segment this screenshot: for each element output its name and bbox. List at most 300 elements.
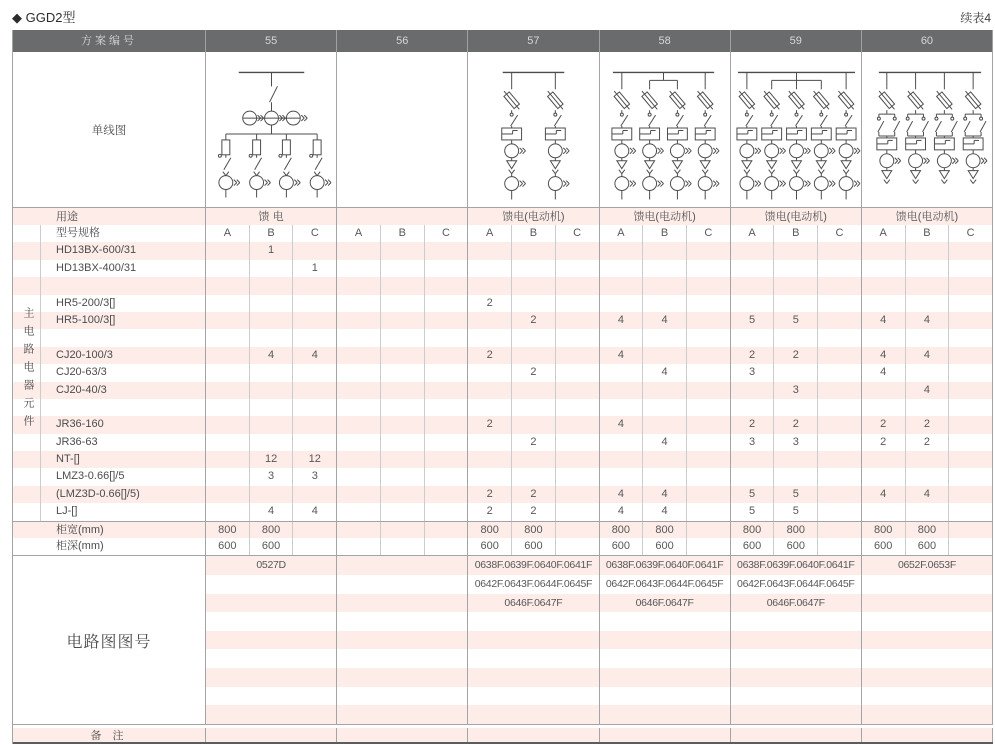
- diagram-svg-55: [206, 52, 336, 207]
- data-cell-60C: [949, 364, 992, 381]
- data-cell-59C: [818, 538, 861, 555]
- single-line-diagram-58: [600, 52, 731, 207]
- data-cell-59B: 2: [774, 416, 818, 433]
- usage-cell-56: [337, 208, 468, 225]
- data-cell-57C: [556, 382, 599, 399]
- cabinet-scheme-57: [468, 522, 599, 538]
- data-cell-55B: 1: [250, 242, 294, 259]
- data-cell-55B: 12: [250, 451, 294, 468]
- diagram-row-label: 单线图: [13, 52, 206, 207]
- circuit-code-cell-60: [862, 612, 993, 631]
- row-label-component: LJ-[]: [41, 503, 206, 520]
- data-cell-58C: [687, 277, 730, 294]
- data-cell-60B: [906, 329, 950, 346]
- data-cell-59C: [818, 486, 861, 503]
- cabinet-scheme-56: [337, 522, 468, 538]
- data-cell-59C: [818, 382, 861, 399]
- component-scheme-55: [206, 468, 337, 485]
- data-cell-57A: [468, 329, 512, 346]
- circuit-code-cell-60: [862, 687, 993, 706]
- data-cell-60B: [906, 260, 950, 277]
- data-cell-60A: [862, 451, 906, 468]
- header-scheme-59: 59: [731, 30, 862, 52]
- component-scheme-57: [468, 451, 599, 468]
- data-cell-57A: [468, 312, 512, 329]
- diagram-svg-59: [731, 52, 861, 207]
- component-row: [13, 399, 993, 416]
- circuit-code-cell-55: [206, 575, 337, 594]
- circuit-code-cell-55: 0527D: [206, 556, 337, 575]
- subcol-header-C: C: [966, 227, 975, 239]
- data-cell-59A: [731, 329, 775, 346]
- component-scheme-55: [206, 277, 337, 294]
- data-cell-59C: [818, 468, 861, 485]
- data-cell-59B: 3: [774, 434, 818, 451]
- subcol-header-C: C: [704, 227, 713, 239]
- data-cell-55A: [206, 503, 250, 520]
- data-cell-59A: [731, 451, 775, 468]
- data-cell-60C: [949, 503, 992, 520]
- component-scheme-60: [862, 468, 993, 485]
- component-scheme-55: [206, 347, 337, 364]
- circuit-code-row: [206, 575, 993, 594]
- data-cell-56C: [425, 416, 468, 433]
- data-cell-55C: [293, 522, 336, 538]
- data-cell-58A: [600, 382, 644, 399]
- subcol-group-55: [206, 225, 337, 242]
- side-spacer: [13, 225, 41, 242]
- data-cell-60B: [906, 295, 950, 312]
- row-label-component: HD13BX-400/31: [41, 260, 206, 277]
- circuit-code-row: [206, 594, 993, 613]
- component-scheme-57: [468, 382, 599, 399]
- scheme-spec-table: [12, 30, 993, 744]
- data-cell-60C: [949, 399, 992, 416]
- data-cell-55A: 600: [206, 538, 250, 555]
- data-cell-55B: [250, 277, 294, 294]
- data-cell-56B: [381, 347, 425, 364]
- data-cell-56B: [381, 277, 425, 294]
- data-cell-59C: [818, 295, 861, 312]
- component-scheme-60: [862, 399, 993, 416]
- component-scheme-58: [600, 451, 731, 468]
- page-top-bar: [0, 0, 995, 30]
- cabinet-scheme-57: [468, 538, 599, 555]
- data-cell-60B: 600: [906, 538, 950, 555]
- data-cell-55A: 800: [206, 522, 250, 538]
- data-cell-57B: [512, 399, 556, 416]
- data-cell-57B: [512, 382, 556, 399]
- subcol-header-C: C: [835, 227, 844, 239]
- circuit-code-cell-57: [468, 612, 599, 631]
- header-scheme-60: 60: [862, 30, 993, 52]
- data-cell-57A: 2: [468, 416, 512, 433]
- data-cell-60B: [906, 503, 950, 520]
- data-cell-57A: [468, 434, 512, 451]
- circuit-code-cell-60: [862, 631, 993, 650]
- data-cell-58C: [687, 382, 730, 399]
- data-cell-59A: 5: [731, 503, 775, 520]
- row-label-spec: 型号规格: [41, 225, 206, 242]
- data-cell-59C: [818, 329, 861, 346]
- data-cell-55B: [250, 295, 294, 312]
- data-cell-59B: [774, 364, 818, 381]
- component-scheme-59: [731, 399, 862, 416]
- data-cell-55A: [206, 399, 250, 416]
- remark-row: [13, 728, 993, 744]
- data-cell-56B: [381, 434, 425, 451]
- circuit-code-cell-59: [731, 649, 862, 668]
- circuit-code-cell-60: [862, 594, 993, 613]
- data-cell-60A: [862, 503, 906, 520]
- subcol-header-C: C: [573, 227, 582, 239]
- subcol-header-B: B: [250, 225, 294, 242]
- circuit-code-cell-56: [337, 594, 468, 613]
- data-cell-55C: 3: [311, 470, 318, 483]
- data-cell-57A: [468, 382, 512, 399]
- data-cell-58B: 600: [643, 538, 687, 555]
- data-cell-56A: [337, 416, 381, 433]
- data-cell-55C: [293, 329, 336, 346]
- subcol-header-C: C: [310, 227, 319, 239]
- usage-cell-57: 馈电(电动机): [468, 208, 599, 225]
- component-scheme-56: [337, 260, 468, 277]
- component-scheme-56: [337, 364, 468, 381]
- component-row: [13, 242, 993, 259]
- data-cell-56C: [425, 522, 468, 538]
- data-cell-57B: [512, 416, 556, 433]
- data-cell-56C: [425, 329, 468, 346]
- subcol-header-A: A: [862, 225, 906, 242]
- data-cell-55C: [293, 416, 336, 433]
- data-cell-55C: [293, 295, 336, 312]
- component-scheme-57: [468, 503, 599, 520]
- data-cell-56A: [337, 312, 381, 329]
- circuit-code-cell-60: [862, 668, 993, 687]
- data-cell-57C: [556, 347, 599, 364]
- data-cell-56A: [337, 364, 381, 381]
- data-cell-58C: [687, 522, 730, 538]
- component-scheme-56: [337, 503, 468, 520]
- data-cell-56A: [337, 503, 381, 520]
- side-label-main-circuit-components: 主电路电器元件: [22, 307, 34, 433]
- data-cell-55C: [293, 312, 336, 329]
- component-scheme-59: [731, 434, 862, 451]
- data-cell-59A: [731, 399, 775, 416]
- data-cell-55A: [206, 468, 250, 485]
- data-cell-56C: [425, 242, 468, 259]
- component-scheme-58: [600, 416, 731, 433]
- side-spacer: [13, 242, 41, 259]
- data-cell-59C: [818, 451, 861, 468]
- data-cell-59A: [731, 277, 775, 294]
- data-cell-55B: [250, 399, 294, 416]
- data-cell-55A: [206, 242, 250, 259]
- data-cell-58A: [600, 468, 644, 485]
- component-scheme-58: [600, 468, 731, 485]
- data-cell-55A: [206, 416, 250, 433]
- row-label-component: (LMZ3D-0.66[]/5): [41, 486, 206, 503]
- data-cell-59A: 5: [731, 312, 775, 329]
- data-cell-56C: [425, 399, 468, 416]
- data-cell-60B: 800: [906, 522, 950, 538]
- side-spacer: [13, 277, 41, 294]
- circuit-code-cell-55: [206, 631, 337, 650]
- data-cell-60A: [862, 329, 906, 346]
- data-cell-60A: 4: [862, 486, 906, 503]
- data-cell-55B: [250, 329, 294, 346]
- header-scheme-56: 56: [337, 30, 468, 52]
- usage-cell-55: 馈 电: [206, 208, 337, 225]
- component-scheme-57: [468, 295, 599, 312]
- circuit-code-row: [206, 556, 993, 575]
- data-cell-58B: 4: [643, 486, 687, 503]
- data-cell-60A: [862, 260, 906, 277]
- data-cell-55A: [206, 486, 250, 503]
- data-cell-60A: 600: [862, 538, 906, 555]
- data-cell-60C: [949, 382, 992, 399]
- data-cell-58C: [687, 399, 730, 416]
- component-scheme-60: [862, 451, 993, 468]
- data-cell-60C: [949, 329, 992, 346]
- data-cell-56C: [425, 364, 468, 381]
- component-scheme-58: [600, 277, 731, 294]
- circuit-code-cell-56: [337, 631, 468, 650]
- data-cell-57C: [556, 277, 599, 294]
- circuit-code-cell-58: [600, 649, 731, 668]
- data-cell-57C: [556, 295, 599, 312]
- component-scheme-59: [731, 295, 862, 312]
- component-scheme-55: [206, 364, 337, 381]
- data-cell-55C: 4: [311, 348, 318, 361]
- data-cell-59B: [774, 329, 818, 346]
- data-cell-60C: [949, 277, 992, 294]
- data-cell-55B: 4: [250, 503, 294, 520]
- data-cell-59B: [774, 399, 818, 416]
- data-cell-58C: [687, 312, 730, 329]
- data-cell-60A: [862, 399, 906, 416]
- data-cell-56B: [381, 451, 425, 468]
- component-scheme-57: [468, 434, 599, 451]
- data-cell-55C: [293, 277, 336, 294]
- component-scheme-60: [862, 382, 993, 399]
- data-cell-55B: 3: [250, 468, 294, 485]
- data-cell-57A: 800: [468, 522, 512, 538]
- data-cell-58B: 4: [643, 503, 687, 520]
- circuit-code-cell-59: [731, 705, 862, 724]
- circuit-code-row: [206, 705, 993, 724]
- side-spacer: [13, 503, 41, 520]
- subcol-group-60: [862, 225, 993, 242]
- circuit-code-row: [206, 612, 993, 631]
- component-scheme-60: [862, 295, 993, 312]
- data-cell-58C: [687, 434, 730, 451]
- data-cell-59B: 600: [774, 538, 818, 555]
- data-cell-55B: [250, 312, 294, 329]
- data-cell-58A: [600, 242, 644, 259]
- circuit-code-cell-59: 0638F.0639F.0640F.0641F: [731, 556, 862, 575]
- single-line-diagram-60: [862, 52, 993, 207]
- subcol-group-59: [731, 225, 862, 242]
- component-scheme-59: [731, 468, 862, 485]
- circuit-code-cell-56: [337, 705, 468, 724]
- data-cell-60C: [949, 522, 992, 538]
- component-scheme-60: [862, 347, 993, 364]
- data-cell-57B: [512, 329, 556, 346]
- circuit-code-cell-57: [468, 649, 599, 668]
- data-cell-59B: [774, 295, 818, 312]
- component-scheme-60: [862, 329, 993, 346]
- data-cell-57A: [468, 364, 512, 381]
- component-scheme-56: [337, 416, 468, 433]
- data-cell-58C: [687, 329, 730, 346]
- circuit-code-cell-59: [731, 631, 862, 650]
- data-cell-57B: 2: [512, 486, 556, 503]
- data-cell-55A: [206, 451, 250, 468]
- component-scheme-56: [337, 434, 468, 451]
- subcol-group-56: [337, 225, 468, 242]
- row-label-component: JR36-63: [41, 434, 206, 451]
- table-header-row: [13, 30, 993, 52]
- component-scheme-57: [468, 399, 599, 416]
- data-cell-59B: [774, 451, 818, 468]
- data-cell-58B: [643, 416, 687, 433]
- component-scheme-57: [468, 277, 599, 294]
- data-cell-58C: [687, 347, 730, 364]
- circuit-code-cell-55: [206, 612, 337, 631]
- subcol-header-A: A: [600, 225, 644, 242]
- data-cell-58C: [687, 295, 730, 312]
- data-cell-58C: [687, 486, 730, 503]
- data-cell-59C: [818, 242, 861, 259]
- data-cell-56C: [425, 468, 468, 485]
- data-cell-58B: [643, 468, 687, 485]
- data-cell-59C: [818, 312, 861, 329]
- row-label-component: CJ20-63/3: [41, 364, 206, 381]
- component-scheme-59: [731, 277, 862, 294]
- data-cell-57A: 2: [468, 503, 512, 520]
- component-scheme-58: [600, 260, 731, 277]
- row-label-cabinet: 柜深(mm): [13, 538, 206, 555]
- data-cell-56B: [381, 295, 425, 312]
- component-scheme-55: [206, 260, 337, 277]
- data-cell-60A: [862, 277, 906, 294]
- circuit-code-cell-57: [468, 687, 599, 706]
- data-cell-56A: [337, 242, 381, 259]
- data-cell-58A: [600, 364, 644, 381]
- data-cell-57B: 2: [512, 434, 556, 451]
- circuit-code-row: [206, 668, 993, 687]
- circuit-code-cell-59: 0642F.0643F.0644F.0645F: [731, 575, 862, 594]
- data-cell-58A: 4: [600, 347, 644, 364]
- circuit-code-cell-59: [731, 687, 862, 706]
- data-cell-57C: [556, 416, 599, 433]
- circuit-code-cell-56: [337, 687, 468, 706]
- component-scheme-56: [337, 329, 468, 346]
- row-label-component: HD13BX-600/31: [41, 242, 206, 259]
- single-line-diagram-row: [13, 52, 993, 207]
- data-cell-58C: [687, 416, 730, 433]
- data-cell-59B: 5: [774, 312, 818, 329]
- component-scheme-55: [206, 434, 337, 451]
- data-cell-60B: 4: [906, 312, 950, 329]
- circuit-code-cell-58: 0646F.0647F: [600, 594, 731, 613]
- remark-cell-59: [731, 728, 862, 742]
- component-scheme-59: [731, 260, 862, 277]
- data-cell-60A: [862, 242, 906, 259]
- subcol-header-B: B: [512, 225, 556, 242]
- row-label-component: HR5-100/3[]: [41, 312, 206, 329]
- circuit-code-cell-55: [206, 705, 337, 724]
- circuit-code-cell-59: [731, 668, 862, 687]
- data-cell-57A: [468, 277, 512, 294]
- data-cell-60B: [906, 364, 950, 381]
- circuit-code-cell-56: [337, 668, 468, 687]
- subcol-header-A: A: [337, 225, 381, 242]
- data-cell-59B: [774, 242, 818, 259]
- data-cell-58A: 4: [600, 503, 644, 520]
- data-cell-57B: 800: [512, 522, 556, 538]
- subcol-header-A: A: [468, 225, 512, 242]
- data-cell-56C: [425, 451, 468, 468]
- data-cell-56A: [337, 260, 381, 277]
- circuit-code-cell-55: [206, 668, 337, 687]
- data-cell-57A: [468, 468, 512, 485]
- component-scheme-57: [468, 347, 599, 364]
- data-cell-57B: 2: [512, 312, 556, 329]
- data-cell-57B: 2: [512, 503, 556, 520]
- circuit-code-cell-57: 0638F.0639F.0640F.0641F: [468, 556, 599, 575]
- component-scheme-59: [731, 503, 862, 520]
- data-cell-58A: 800: [600, 522, 644, 538]
- component-scheme-59: [731, 416, 862, 433]
- component-scheme-56: [337, 399, 468, 416]
- data-cell-58B: 4: [643, 434, 687, 451]
- data-cell-56A: [337, 486, 381, 503]
- data-cell-60A: [862, 295, 906, 312]
- data-cell-57B: [512, 451, 556, 468]
- component-scheme-60: [862, 260, 993, 277]
- side-spacer: [13, 434, 41, 451]
- data-cell-58B: [643, 242, 687, 259]
- single-line-diagram-56: [337, 52, 468, 207]
- component-scheme-59: [731, 382, 862, 399]
- circuit-code-cell-59: [731, 612, 862, 631]
- data-cell-57A: [468, 451, 512, 468]
- component-scheme-57: [468, 242, 599, 259]
- data-cell-59C: [818, 522, 861, 538]
- data-cell-56A: [337, 522, 381, 538]
- subcol-header-B: B: [643, 225, 687, 242]
- subcol-header-B: B: [774, 225, 818, 242]
- data-cell-58A: [600, 434, 644, 451]
- data-cell-59C: [818, 503, 861, 520]
- data-cell-59A: [731, 468, 775, 485]
- component-scheme-59: [731, 312, 862, 329]
- data-cell-60B: 2: [906, 416, 950, 433]
- header-scheme-57: 57: [468, 30, 599, 52]
- circuit-code-cell-58: [600, 612, 731, 631]
- data-cell-56A: [337, 434, 381, 451]
- data-cell-56B: [381, 538, 425, 555]
- component-scheme-59: [731, 486, 862, 503]
- data-cell-59C: [818, 434, 861, 451]
- data-cell-55A: [206, 364, 250, 381]
- data-cell-59A: 3: [731, 364, 775, 381]
- data-cell-55A: [206, 260, 250, 277]
- component-scheme-60: [862, 364, 993, 381]
- component-scheme-60: [862, 312, 993, 329]
